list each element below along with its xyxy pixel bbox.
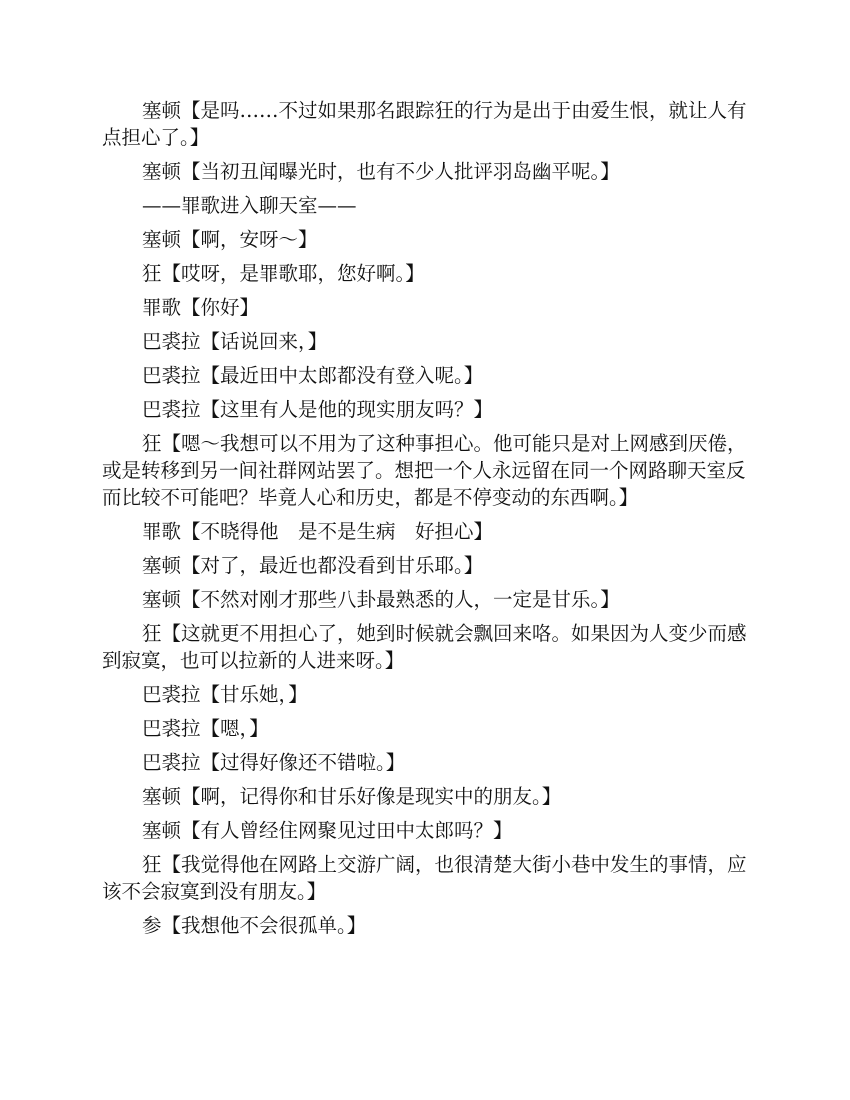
paragraph: 狂【这就更不用担心了，她到时候就会飘回来咯。如果因为人变少而感到寂寞，也可以拉新的人进来呀。】: [102, 622, 747, 672]
paragraph: 塞顿【有人曾经住网聚见过田中太郎吗？】: [142, 819, 513, 842]
paragraph: 塞顿【当初丑闻曝光时，也有不少人批评羽岛幽平呢。】: [142, 160, 620, 183]
paragraph: 巴裘拉【这里有人是他的现实朋友吗？】: [142, 398, 494, 421]
paragraph: 巴裘拉【嗯，】: [142, 717, 269, 740]
paragraph: 塞顿【啊，安呀～】: [142, 228, 318, 251]
paragraph: 塞顿【不然对刚才那些八卦最熟悉的人，一定是甘乐。】: [142, 588, 620, 611]
paragraph: ——罪歌进入聊天室——: [142, 194, 357, 217]
paragraph: 巴裘拉【话说回来，】: [142, 330, 328, 353]
paragraph: 罪歌【你好】: [142, 296, 260, 319]
paragraph: 狂【哎呀，是罪歌耶，您好啊。】: [142, 262, 425, 285]
paragraph: 参【我想他不会很孤单。】: [142, 914, 367, 937]
paragraph: 塞顿【对了，最近也都没看到甘乐耶。】: [142, 554, 484, 577]
paragraph: 塞顿【啊，记得你和甘乐好像是现实中的朋友。】: [142, 785, 562, 808]
paragraph: 狂【嗯～我想可以不用为了这种事担心。他可能只是对上网感到厌倦，或是转移到另一间社群网站罢了。想把一个人永远留在同一个网路聊天室反而比较不可能吧？毕竟人心和历史，都是不停变动的东西啊。】: [102, 432, 747, 509]
paragraph: 巴裘拉【过得好像还不错啦。】: [142, 751, 406, 774]
paragraph: 狂【我觉得他在网路上交游广阔，也很清楚大街小巷中发生的事情，应该不会寂寞到没有朋友。】: [102, 853, 747, 903]
paragraph: 巴裘拉【甘乐她，】: [142, 683, 308, 706]
document-body: [102, 97, 748, 946]
paragraph: 巴裘拉【最近田中太郎都没有登入呢。】: [142, 364, 484, 387]
paragraph: 罪歌【不晓得他 是不是生病 好担心】: [142, 520, 494, 543]
paragraph: 塞顿【是吗……不过如果那名跟踪狂的行为是出于由爱生恨，就让人有点担心了。】: [102, 99, 747, 149]
